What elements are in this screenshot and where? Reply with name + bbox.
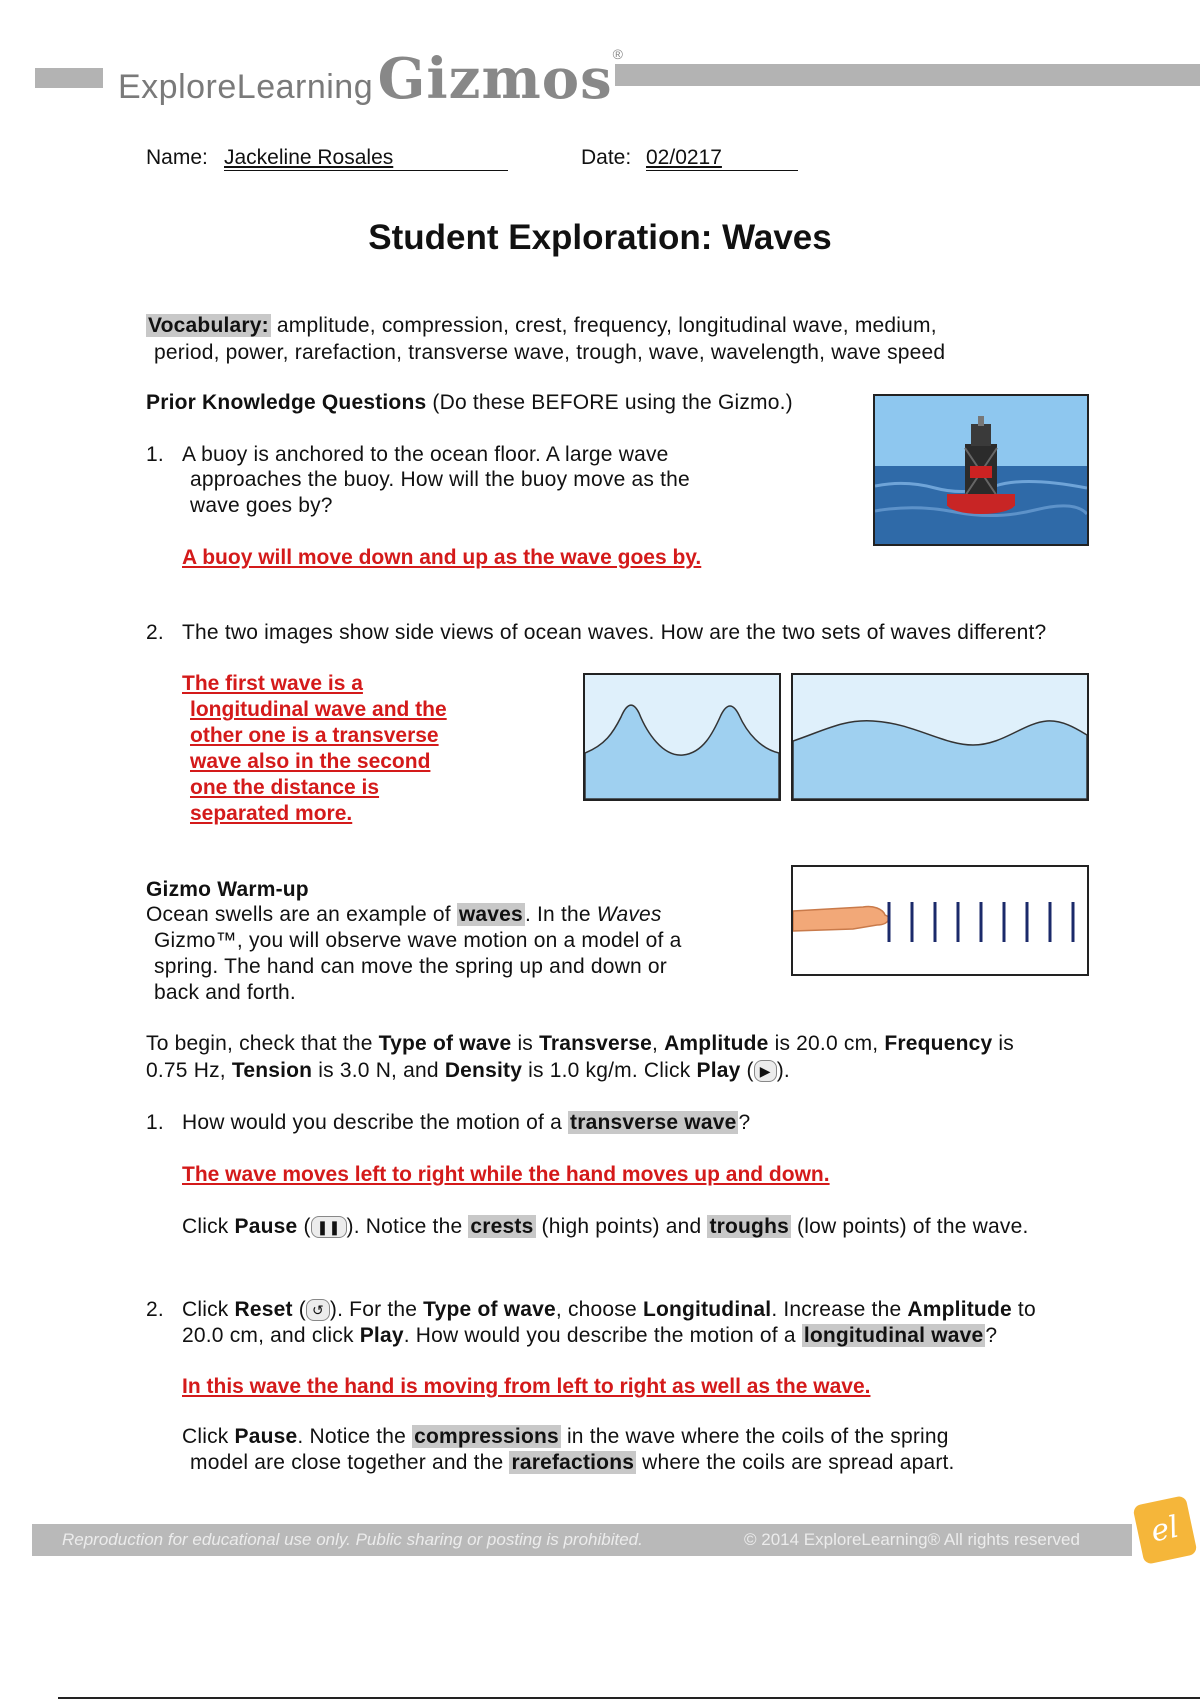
vocabulary-terms-1: amplitude, compression, crest, frequency, longitudinal wave, medium, xyxy=(276,314,937,337)
answer-2-line: other one is a transverse xyxy=(190,724,439,747)
warmup-p1-italic: Waves xyxy=(596,903,662,926)
prior-q2-text: The two images show side views of ocean waves. How are the two sets of waves different? xyxy=(182,621,1047,644)
final-line2-b: where the coils are spread apart. xyxy=(642,1451,955,1474)
q2-line2-b: . How would you describe the motion of a xyxy=(403,1324,796,1347)
buoy-image xyxy=(873,394,1089,546)
warmup-p1-line3: spring. The hand can move the spring up and down or xyxy=(154,955,667,978)
play-icon: ▶ xyxy=(754,1060,777,1082)
q2-click: Click xyxy=(182,1298,229,1321)
brand-gizmos: Gizmos xyxy=(377,46,613,112)
prior-heading: Prior Knowledge Questions xyxy=(146,391,427,414)
term-rarefactions: rarefactions xyxy=(511,1451,635,1474)
q2-type: Type of wave xyxy=(423,1298,556,1321)
q2-e: to xyxy=(1017,1298,1036,1321)
final-instruction-line1 xyxy=(182,1424,949,1450)
answer-2-line: longitudinal wave and the xyxy=(190,698,447,721)
pause-b: ). Notice the xyxy=(346,1215,463,1238)
p2-density-value: is 1.0 kg/m. Click xyxy=(528,1059,691,1082)
term-waves: waves xyxy=(458,903,523,926)
warmup-p1-a: Ocean swells are an example of xyxy=(146,903,451,926)
q2-b: ). For the xyxy=(329,1298,418,1321)
answer-2-line: wave also in the second xyxy=(190,750,431,773)
p2-frequency: Frequency xyxy=(884,1032,993,1055)
answer-2-line: separated more. xyxy=(190,802,353,825)
prior-q1-line2: approaches the buoy. How will the buoy move as the xyxy=(190,468,690,491)
answer-2-line: one the distance is xyxy=(190,776,380,799)
p2-amplitude: Amplitude xyxy=(664,1032,769,1055)
p2-type: Type of wave xyxy=(378,1032,512,1055)
name-label: Name: xyxy=(146,146,208,169)
warmup-p1-line1 xyxy=(146,902,662,928)
prior-note: (Do these BEFORE using the Gizmo.) xyxy=(432,391,793,414)
pause-label: Pause xyxy=(234,1215,298,1238)
prior-knowledge-heading xyxy=(146,390,793,416)
prior-q1-line3: wave goes by? xyxy=(190,494,333,517)
brand-learning: Learning xyxy=(236,68,374,106)
wave-image-1 xyxy=(583,673,781,801)
answer-2-line: The first wave is a xyxy=(182,672,363,695)
final-b: . Notice the xyxy=(297,1425,407,1448)
footer-bar xyxy=(32,1524,1132,1556)
warmup-q1-end: ? xyxy=(738,1111,751,1134)
wave-image-2 xyxy=(791,673,1089,801)
badge-letters: el xyxy=(1147,1509,1182,1550)
term-crests: crests xyxy=(470,1215,534,1238)
prior-q2-number: 2. xyxy=(146,621,164,644)
prior-answer-1: A buoy will move down and up as the wave goes by. xyxy=(182,546,702,569)
p2-is: is xyxy=(517,1032,534,1055)
p2-tension-value: is 3.0 N, and xyxy=(318,1059,439,1082)
pause-click: Click xyxy=(182,1215,229,1238)
vocabulary-label: Vocabulary: xyxy=(148,314,269,337)
term-compressions: compressions xyxy=(414,1425,559,1448)
warmup-q2-number: 2. xyxy=(146,1298,164,1321)
pause-d: (low points) of the wave. xyxy=(797,1215,1029,1238)
p2-intro: To begin, check that the xyxy=(146,1032,373,1055)
q2-d: . Increase the xyxy=(771,1298,902,1321)
prior-answer-2 xyxy=(182,671,447,827)
footer-reproduction-notice: Reproduction for educational use only. Public sharing or posting is prohibited. xyxy=(62,1530,643,1549)
brand-logo xyxy=(118,46,623,112)
q2-longitudinal: Longitudinal xyxy=(642,1298,772,1321)
pause-c: (high points) and xyxy=(541,1215,702,1238)
final-c: in the wave where the coils of the spring xyxy=(566,1425,949,1448)
warmup-q1-number: 1. xyxy=(146,1111,164,1134)
q2-line2-a: 20.0 cm, and click xyxy=(182,1324,354,1347)
header-bar-right xyxy=(615,64,1200,86)
spring-illustration xyxy=(793,867,1087,974)
p2-play: Play xyxy=(696,1059,741,1082)
q2-amplitude: Amplitude xyxy=(907,1298,1012,1321)
warmup-p2-line2: 0.75 Hz, Tension is 3.0 N, and Density is 1.0 kg/m. Click Play ( ▶ ). xyxy=(146,1059,790,1082)
final-pause: Pause xyxy=(234,1425,298,1448)
q2-reset: Reset xyxy=(234,1298,293,1321)
warmup-answer-1: The wave moves left to right while the hand moves up and down. xyxy=(182,1163,830,1186)
brand-explore: Explore xyxy=(118,68,237,106)
warmup-p1-line2: Gizmo™, you will observe wave motion on a model of a xyxy=(154,929,682,952)
final-click: Click xyxy=(182,1425,229,1448)
q2-c: , choose xyxy=(555,1298,637,1321)
spring-hand-image xyxy=(791,865,1089,976)
p2-frequency-is: is xyxy=(998,1032,1014,1055)
p2-density: Density xyxy=(444,1059,523,1082)
final-line2-a: model are close together and the xyxy=(190,1451,504,1474)
warmup-heading: Gizmo Warm-up xyxy=(146,878,309,901)
pause-icon: ❚❚ xyxy=(311,1216,347,1238)
q2-end: ? xyxy=(985,1324,998,1347)
header-bar-left xyxy=(35,68,103,88)
reset-icon: ↺ xyxy=(306,1299,330,1321)
date-label: Date: xyxy=(581,146,632,169)
bottom-rule xyxy=(58,1697,1200,1699)
warmup-q2-line1: Click Reset ( ↺ ). For the Type of wave, choose Longitudinal. Increase the Amplitude to xyxy=(182,1298,1036,1321)
final-instruction-line2 xyxy=(190,1450,955,1476)
warmup-q2-line2 xyxy=(182,1323,997,1349)
footer-copyright: © 2014 ExploreLearning® All rights reserved xyxy=(744,1530,1080,1549)
warmup-q1 xyxy=(182,1110,750,1136)
p2-amplitude-value: is 20.0 cm, xyxy=(774,1032,879,1055)
warmup-p1-line4: back and forth. xyxy=(154,981,296,1004)
wave-illustration-tall xyxy=(585,675,779,799)
warmup-p2-line1: To begin, check that the Type of wave is Transverse, Amplitude is 20.0 cm, Frequency is xyxy=(146,1032,1014,1055)
prior-q1-number: 1. xyxy=(146,443,164,466)
p2-tension: Tension xyxy=(231,1059,313,1082)
date-field: 02/0217 xyxy=(646,146,798,171)
warmup-p1-b: . In the xyxy=(524,903,591,926)
vocabulary-line1 xyxy=(146,313,937,339)
brand-registered: ® xyxy=(612,46,623,62)
warmup-q1-text: How would you describe the motion of a xyxy=(182,1111,562,1134)
term-longitudinal-wave: longitudinal wave xyxy=(803,1324,984,1347)
p2-transverse: Transverse xyxy=(539,1032,652,1055)
p2-frequency-value: 0.75 Hz, xyxy=(146,1059,226,1082)
vocabulary-terms-2: period, power, rarefaction, transverse wave, trough, wave, wavelength, wave speed xyxy=(154,341,946,364)
term-troughs: troughs xyxy=(709,1215,789,1238)
term-transverse-wave: transverse wave xyxy=(570,1111,737,1134)
wave-illustration-long xyxy=(793,675,1087,799)
explorelearning-badge xyxy=(1132,1495,1197,1565)
page-title: Student Exploration: Waves xyxy=(368,218,832,257)
warmup-answer-2: In this wave the hand is moving from left to right as well as the wave. xyxy=(182,1375,871,1398)
pause-instruction: Click Pause ( ❚❚ ). Notice the crests (high points) and troughs (low points) of the wave. xyxy=(182,1215,1029,1238)
name-field: Jackeline Rosales xyxy=(224,146,508,171)
prior-q1-line1: A buoy is anchored to the ocean floor. A large wave xyxy=(182,443,669,466)
buoy-illustration xyxy=(875,396,1087,544)
q2-play: Play xyxy=(359,1324,404,1347)
